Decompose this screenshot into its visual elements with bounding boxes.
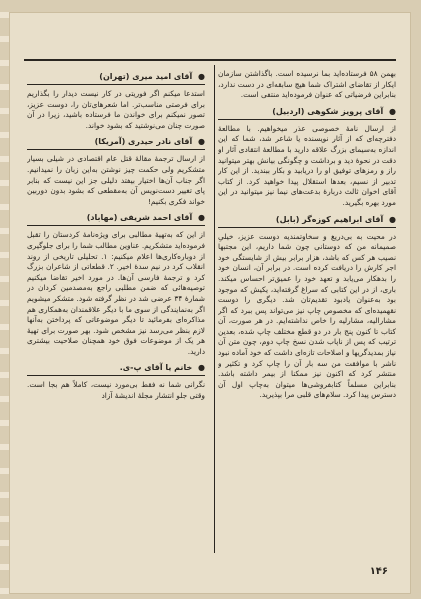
- section-body: در محیت به بی‌دریغ و سخاوتمندیه دوست عزیز، خیلیِ صمیمانه من که دوستانی چون شما داریم، این مجتبها نصیب هر کس که باشد، هزار برابر بیش از شایستگی خود اجر کارش را دریافت کرده است. در برابر آن، انسان خود را بدهکار می‌یابد و تعهد خود را عمیق‌تر احساس میکند. باری، از در این کتابی که سراغ گرفته‌اید، یکیش که موجود بود به‌عنوان یادبود تقدیم‌تان شد. دیگری را دوست نقهمیده‌ای که مخصوص چاپ نیز می‌تواند پس ببرد که اگر مشارالیه، مشارلیه را خاص نداشته‌ایم. در هر صورت، آن کتاب تا کنون پنج بار در دو قطع مختلف چاپ شده، بعدین ترتیب که پس از ناپاب شدن نسخ چاپ دوم، چون متن آن نیاز بمدیدگریها و اصلاحات تازه‌ای داشت که خود آماده نبود ناشر با موافقت من سه بار آن را چاپ کرد و تکثیر و منتشر کرد که اکنون نیز ممکنا از بیمر داشته باشد. بنابراین مسلماً کتابفروشی‌ها میتوان به‌چاپ اول آن دسترس پیدا کرد. سلام‌های قلبی مرا بپذیرید.: [218, 231, 396, 400]
- intro-paragraph: بهمن ۵۸ فرستاده‌اید بما نرسیده است. باگذاشتن سازمان ایکار از تقاضای اشتراک شما هیچ سابقه‌ای در دست ندارد، بنابراین فرضیاتی که عنوان فرموده‌اید منتفی است.: [218, 69, 396, 100]
- bullet-icon: ●: [198, 213, 205, 223]
- section-body: استدعا میکنم اگر فوریتی در کار نیست دیدار را بگذاریم برای فرصتی مناسب‌تر. اما شعرهای‌تان را، دوست عزیز، تصور نمیکنم برای خواندن ما فرستاده باشید، زیرا در آن صورت چنان می‌نوشتید که بشود خواند.: [27, 89, 205, 130]
- section-body: از این که به‌تهیهٔ مطالبی برای ویژه‌نامهٔ کردستان را تقبل فرموده‌اید متشکریم. عناوین مطالب شما را برای جلوگیری از دوباره‌کاری‌ها اعلام میکنیم: ۱. تحلیلی تاریخی از روند انقلاب کرد در نیم سدهٔ اخیر. ۲. قطعاتی از شاعران بزرگ کرد و ترجمهٔ فارسی آن‌ها. در مورد اخیر تقاضا میکنیم توصیه‌هائی که ضمن مطلبی راجع به‌مصدمین کردان در شمارهٔ ۳۴ عرضی شد در نظر گرفته شود. متشکر میشویم اگر به‌نمایندگی از سوی ما با دیگر علاقمندان به‌همکاری هم مذاکره‌ای بفرمائید تا دیگر موضوعاتی که پرداختن به‌آنها لازم بنظر می‌رسد نیز مشخص شود. بهر صورت برای تهیهٔ هر یک از موضوعات فوق خود همچنان صلاحیت بیشتری دارید.: [27, 230, 205, 356]
- right-column: [218, 69, 396, 553]
- page-number: ۱۴۶: [369, 566, 388, 577]
- left-column: [27, 69, 205, 553]
- bullet-icon: ●: [389, 106, 396, 116]
- section-heading: ● آقای نادر حیدری (آمریکا): [27, 136, 205, 150]
- section-heading: ● آقای پرویز شکوهی (اردبیل): [218, 106, 396, 120]
- bullet-icon: ●: [198, 137, 205, 147]
- column-divider: [214, 65, 215, 553]
- section-heading: ● آقای احمد شریفی (مهاباد): [27, 212, 205, 226]
- top-rule: [24, 59, 396, 61]
- section-heading: ● آقای امید میری (تهران): [27, 71, 205, 85]
- bullet-icon: ●: [198, 72, 205, 81]
- section-body: از ارسال ترجمهٔ مقالهٔ قتل عام اقتصادی در شیلی بسیار متشکریم ولی حکمت چیز نوشتن به‌این زبان را نمیدانیم. اگر جناب آن‌ها اختیار بیفتد دلیلی جز این نیست که بنابر پای تغییر دست‌نویس آن به‌مقطعی که بشود بدون دوربین خواند فکری بکنیم!: [27, 154, 205, 206]
- bullet-icon: ●: [198, 363, 205, 373]
- section-body: نگرانی شما نه فقط بی‌مورد نیست، کاملاً هم بجا است. وقتی جلو انتشار مجلهٔ اندیشهٔ آزاد: [27, 380, 205, 401]
- perforated-edge: [0, 0, 9, 599]
- section-heading: ● آقای ابراهیم کوزه‌گر (بابل): [218, 214, 396, 228]
- bullet-icon: ●: [389, 214, 396, 224]
- section-heading: ● خانم یا آقای پ-ی.: [27, 362, 205, 376]
- page: [9, 12, 411, 594]
- section-body: از ارسال نامهٔ خصوصی عذر میخواهیم. با مطالعهٔ دفترچه‌ای که از آثار نویسنده یا شاعر شد، شما که این اندازه به‌سیمای بزرگ علاقه دارید با مطالعهٔ انتقادی آثار او دقت در نحوهٔ دید و برداشت و چگونگی بیانش بهتر میتوانید راز و رمزهای توفیق او را دریابید و بکار ببندید. از این کار تدبیر از نسیم، بعدها استقلال پیدا خواهید کرد. از کتاب آقای اخوان ثالث دربارهٔ بدعت‌های نیما نیز میتوانید در این مورد بهره بگیرید.: [218, 123, 396, 207]
